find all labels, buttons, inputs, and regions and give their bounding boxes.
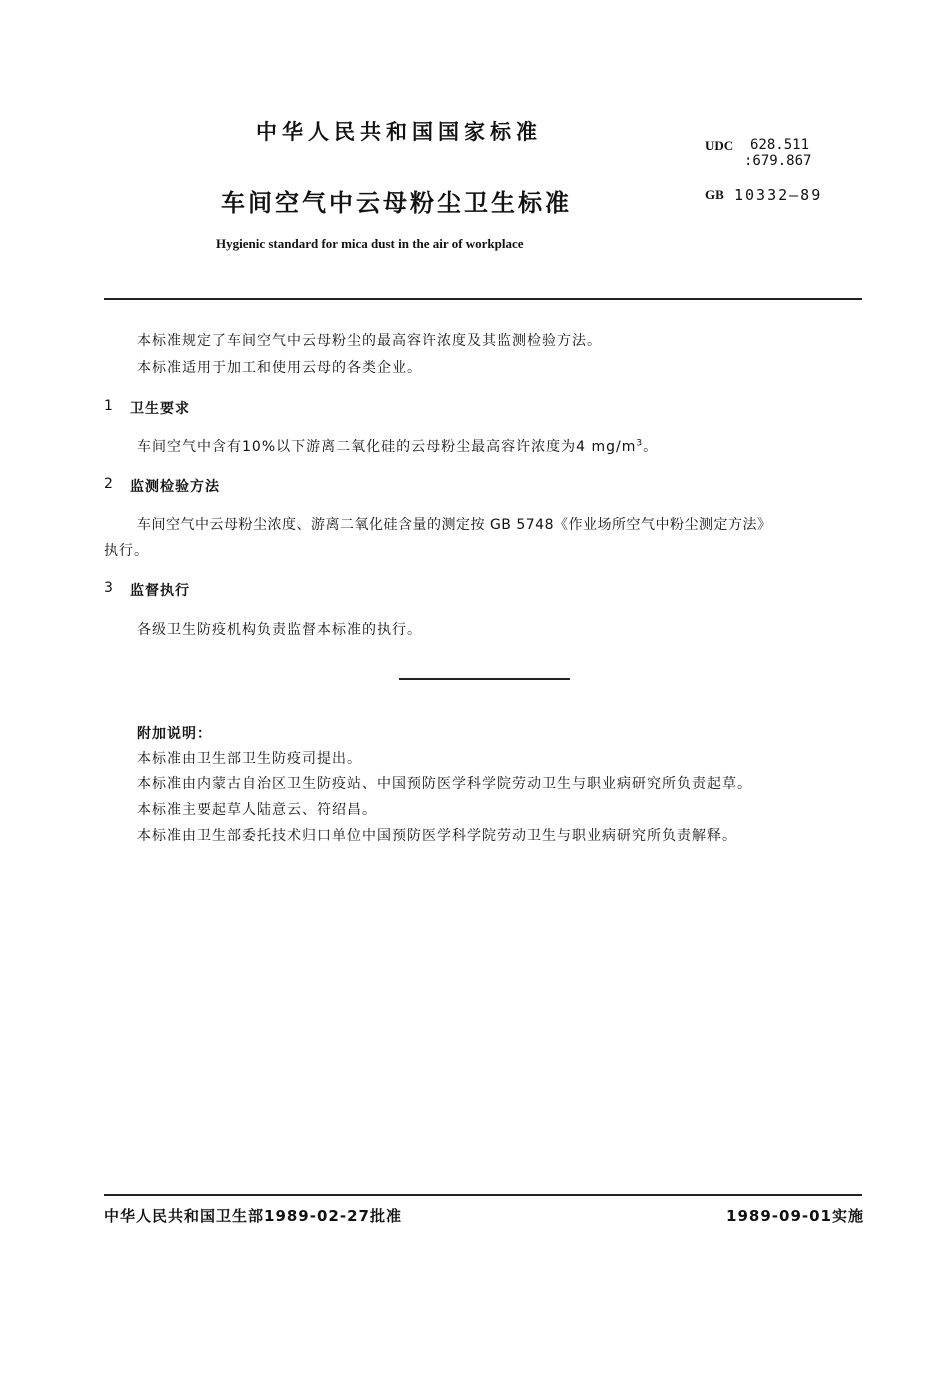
section-2-body-line-2: 执行。 [104,543,149,559]
top-divider [104,298,862,300]
notes-item-1: 本标准由卫生部卫生防疫司提出。 [137,751,362,767]
english-subtitle: Hygienic standard for mica dust in the air of workplace [216,236,524,251]
udc-code-line2: :679.867 [744,153,812,169]
approval-date: 中华人民共和国卫生部1989-02-27批准 [104,1207,402,1225]
notes-heading: 附加说明： [137,726,212,742]
intro-line-2: 本标准适用于加工和使用云母的各类企业。 [137,360,422,376]
section-3-number: 3 [104,580,113,596]
udc-code-line1: 628.511 [750,137,810,153]
effective-date: 1989-09-01实施 [726,1207,864,1225]
intro-line-1: 本标准规定了车间空气中云母粉尘的最高容许浓度及其监测检验方法。 [137,333,602,349]
section-1-body-text: 车间空气中含有10%以下游离二氧化硅的云母粉尘最高容许浓度为4 mg/m [137,439,637,455]
section-1-number: 1 [104,398,113,414]
section-1-body [137,436,658,456]
section-3-body: 各级卫生防疫机构负责监督本标准的执行。 [137,622,422,638]
page-title: 车间空气中云母粉尘卫生标准 [221,189,572,217]
section-3-title: 监督执行 [130,583,190,599]
section-2-body-line-1: 车间空气中云母粉尘浓度、游离二氧化硅含量的测定按 GB 5748《作业场所空气中粉尘测定方法》 [137,517,772,533]
bottom-divider [104,1194,862,1196]
middle-divider [399,678,570,680]
udc-label: UDC [705,138,734,153]
section-2-number: 2 [104,476,113,492]
section-1-body-superscript: 3 [636,438,644,449]
notes-item-4: 本标准由卫生部委托技术归口单位中国预防医学科学院劳动卫生与职业病研究所负责解释。 [137,828,737,844]
section-1-body-end: 。 [643,439,659,455]
section-1-title: 卫生要求 [130,401,190,417]
gb-number: 10332—89 [734,186,823,204]
notes-item-3: 本标准主要起草人陆意云、符绍昌。 [137,802,377,818]
gb-label: GB [705,187,724,202]
national-standard-heading: 中华人民共和国国家标准 [256,120,542,144]
notes-item-2: 本标准由内蒙古自治区卫生防疫站、中国预防医学科学院劳动卫生与职业病研究所负责起草。 [137,776,752,792]
section-2-title: 监测检验方法 [130,479,220,495]
